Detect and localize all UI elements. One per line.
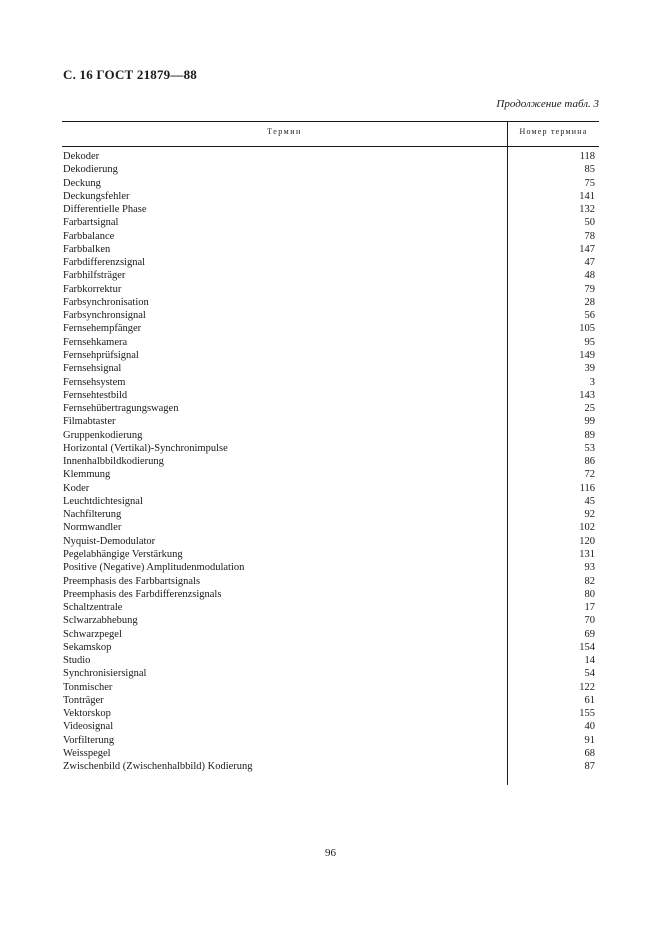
term-cell: Videosignal (63, 721, 114, 733)
term-cell: Tonmischer (63, 681, 113, 693)
table-row (62, 296, 599, 309)
table-row (62, 667, 599, 680)
term-cell: Fernsehtestbild (63, 389, 128, 401)
term-cell: Farbbalance (63, 230, 115, 242)
term-number-cell: 82 (584, 575, 595, 587)
term-cell: Gruppenkodierung (63, 429, 143, 441)
term-cell: Fernsehsystem (63, 376, 126, 388)
term-number-cell: 17 (584, 602, 595, 614)
table-row (62, 561, 599, 574)
term-number-cell: 87 (584, 761, 595, 773)
term-cell: Filmabtaster (63, 416, 116, 428)
table-top-rule (62, 121, 599, 122)
term-cell: Positive (Negative) Amplitudenmodulation (63, 562, 245, 574)
table-row (62, 694, 599, 707)
term-cell: Schaltzentrale (63, 602, 123, 614)
term-number-cell: 116 (579, 482, 595, 494)
term-cell: Pegelabhängige Verstärkung (63, 548, 183, 560)
table-header-rule (62, 146, 599, 147)
term-number-cell: 86 (584, 456, 595, 468)
table-row (62, 376, 599, 389)
term-cell: Fernsehsignal (63, 363, 122, 375)
table-row (62, 521, 599, 534)
table-row (62, 389, 599, 402)
term-number-cell: 91 (584, 734, 595, 746)
table-row (62, 681, 599, 694)
table-row (62, 150, 599, 163)
term-number-cell: 85 (584, 164, 595, 176)
table-row (62, 362, 599, 375)
term-number-cell: 149 (579, 349, 595, 361)
term-cell: Farbhilfsträger (63, 270, 126, 282)
table-row (62, 415, 599, 428)
page-title: С. 16 ГОСТ 21879—88 (63, 67, 197, 82)
term-number-cell: 25 (584, 403, 595, 415)
table-row (62, 429, 599, 442)
term-number-cell: 28 (584, 296, 595, 308)
term-cell: Vorfilterung (63, 734, 115, 746)
term-cell: Vektorskop (63, 708, 111, 720)
table-row (62, 336, 599, 349)
term-number-cell: 48 (584, 270, 595, 282)
term-number-cell: 80 (584, 588, 595, 600)
term-cell: Fernsehübertragungswagen (63, 403, 179, 415)
term-cell: Fernsehempfänger (63, 323, 142, 335)
term-cell: Farbdifferenzsignal (63, 257, 146, 269)
term-cell: Zwischenbild (Zwischenhalbbild) Kodierung (63, 761, 253, 773)
term-number-cell: 3 (589, 376, 595, 388)
term-number-cell: 154 (579, 641, 595, 653)
table-body (62, 150, 599, 773)
term-cell: Horizontal (Vertikal)-Synchronimpulse (63, 442, 228, 454)
term-number-cell: 95 (584, 336, 595, 348)
table-row (62, 309, 599, 322)
term-number-cell: 69 (584, 628, 595, 640)
page-number: 96 (325, 847, 336, 859)
table-row (62, 203, 599, 216)
term-cell: Farbsynchronisation (63, 296, 149, 308)
term-cell: Leuchtdichtesignal (63, 495, 143, 507)
term-cell: Synchronisiersignal (63, 668, 147, 680)
table-row (62, 628, 599, 641)
term-number-cell: 105 (579, 323, 595, 335)
term-cell: Schwarzpegel (63, 628, 122, 640)
term-cell: Preemphasis des Farbdifferenzsignals (63, 588, 222, 600)
term-number-cell: 131 (579, 548, 595, 560)
term-number-cell: 132 (579, 204, 595, 216)
term-number-cell: 143 (579, 389, 595, 401)
table-row (62, 230, 599, 243)
term-cell: Dekoder (63, 151, 100, 162)
term-number-cell: 75 (584, 177, 595, 189)
term-number-cell: 39 (584, 363, 595, 375)
term-cell: Klemmung (63, 469, 111, 481)
term-cell: Sclwarzabhebung (63, 615, 138, 627)
term-number-cell: 147 (579, 243, 595, 255)
term-number-cell: 53 (584, 442, 595, 454)
table-row (62, 641, 599, 654)
table-row (62, 482, 599, 495)
table-row (62, 442, 599, 455)
term-cell: Dekodierung (63, 164, 118, 176)
table-row (62, 256, 599, 269)
term-number-cell: 92 (584, 509, 595, 521)
term-number-cell: 72 (584, 469, 595, 481)
table-row (62, 707, 599, 720)
table-row (62, 535, 599, 548)
table-row (62, 654, 599, 667)
table-row (62, 283, 599, 296)
term-cell: Preemphasis des Farbbartsignals (63, 575, 201, 587)
table-row (62, 269, 599, 282)
table-row (62, 588, 599, 601)
term-cell: Deckung (63, 177, 101, 189)
term-number-cell: 70 (584, 615, 595, 627)
column-header-number: Номер термина (519, 127, 588, 136)
term-number-cell: 14 (584, 655, 595, 667)
term-number-cell: 40 (584, 721, 595, 733)
table-continuation-note: Продолжение табл. 3 (496, 98, 599, 110)
table-row (62, 601, 599, 614)
term-number-cell: 122 (579, 681, 595, 693)
table-row (62, 760, 599, 773)
term-cell: Nyquist-Demodulator (63, 535, 156, 547)
term-cell: Studio (63, 655, 91, 667)
table-row (62, 349, 599, 362)
term-cell: Normwandler (63, 522, 122, 534)
term-number-cell: 68 (584, 747, 595, 759)
term-cell: Nachfilterung (63, 509, 122, 521)
term-number-cell: 99 (584, 416, 595, 428)
term-number-cell: 45 (584, 495, 595, 507)
term-number-cell: 54 (584, 668, 595, 680)
term-cell: Innenhalbbildkodierung (63, 456, 164, 468)
table-row (62, 190, 599, 203)
table-row (62, 614, 599, 627)
term-cell: Deckungsfehler (63, 190, 130, 202)
table-row (62, 163, 599, 176)
term-number-cell: 141 (579, 190, 595, 202)
term-number-cell: 78 (584, 230, 595, 242)
term-cell: Farbkorrektur (63, 283, 122, 295)
term-cell: Farbsynchronsignal (63, 310, 146, 322)
table-row (62, 455, 599, 468)
term-number-cell: 47 (584, 257, 595, 269)
term-number-cell: 56 (584, 310, 595, 322)
table-row (62, 495, 599, 508)
table-row (62, 216, 599, 229)
term-cell: Farbbalken (63, 243, 111, 255)
term-number-cell: 89 (584, 429, 595, 441)
table-row (62, 243, 599, 256)
term-cell: Weisspegel (63, 747, 111, 759)
column-header-term: Термин (267, 127, 302, 136)
term-number-cell: 102 (579, 522, 595, 534)
term-number-cell: 120 (579, 535, 595, 547)
table-row (62, 322, 599, 335)
term-cell: Koder (63, 482, 90, 494)
term-number-cell: 118 (579, 151, 595, 162)
table-row (62, 548, 599, 561)
term-cell: Fernsehprüfsignal (63, 349, 139, 361)
term-number-cell: 155 (579, 708, 595, 720)
table-row (62, 177, 599, 190)
term-number-cell: 61 (584, 694, 595, 706)
table-row (62, 508, 599, 521)
term-number-cell: 79 (584, 283, 595, 295)
term-cell: Fernsehkamera (63, 336, 128, 348)
table-row (62, 747, 599, 760)
table-row (62, 402, 599, 415)
table-row (62, 720, 599, 733)
table-row (62, 734, 599, 747)
term-number-cell: 93 (584, 562, 595, 574)
term-cell: Tonträger (63, 694, 104, 706)
term-cell: Farbartsignal (63, 217, 119, 229)
table-row (62, 468, 599, 481)
term-cell: Sekamskop (63, 641, 112, 653)
term-cell: Differentielle Phase (63, 204, 147, 216)
term-number-cell: 50 (584, 217, 595, 229)
table-row (62, 575, 599, 588)
